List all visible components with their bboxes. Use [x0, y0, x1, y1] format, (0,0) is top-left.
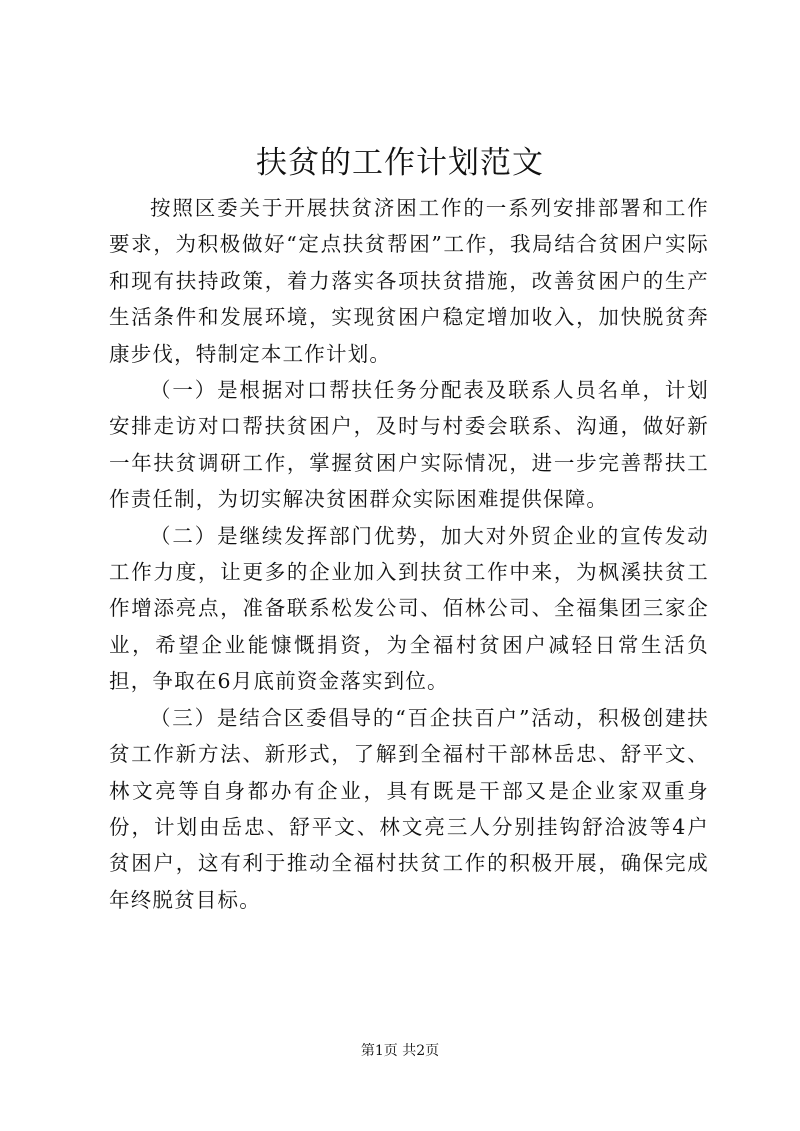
paragraph-item-3: （三）是结合区委倡导的“百企扶百户”活动，积极创建扶贫工作新方法、新形式，了解到全福村干部林岳忠、舒平文、林文亮等自身都办有企业，具有既是干部又是企业家双重身份，计划由岳忠、舒平文、林文亮三人分别挂钩舒洽波等4户贫困户，这有利于推动全福村扶贫工作的积极开展，确保完成年终脱贫目标。 — [109, 705, 709, 912]
page-title: 扶贫的工作计划范文 — [256, 145, 544, 181]
paragraph-item-1: （一）是根据对口帮扶任务分配表及联系人员名单，计划安排走访对口帮扶贫困户，及时与村委会联系、沟通，做好新一年扶贫调研工作，掌握贫困户实际情况，进一步完善帮扶工作责任制，为切实解决贫困群众实际困难提供保障。 — [109, 378, 709, 512]
paragraph-item-2: （二）是继续发挥部门优势，加大对外贸企业的宣传发动工作力度，让更多的企业加入到扶贫工作中来，为枫溪扶贫工作增添亮点，准备联系松发公司、佰林公司、全福集团三家企业，希望企业能慷慨捐资，为全福村贫困户减轻日常生活负担，争取在6月底前资金落实到位。 — [109, 523, 709, 694]
document-body — [109, 190, 709, 918]
page-footer — [0, 1042, 800, 1060]
page-number: 第1页 共2页 — [360, 1043, 440, 1059]
paragraph-intro: 按照区委关于开展扶贫济困工作的一系列安排部署和工作要求，为积极做好“定点扶贫帮困”工作，我局结合贫困户实际和现有扶持政策，着力落实各项扶贫措施，改善贫困户的生产生活条件和发展环境，实现贫困户稳定增加收入，加快脱贫奔康步伐，特制定本工作计划。 — [109, 196, 709, 366]
